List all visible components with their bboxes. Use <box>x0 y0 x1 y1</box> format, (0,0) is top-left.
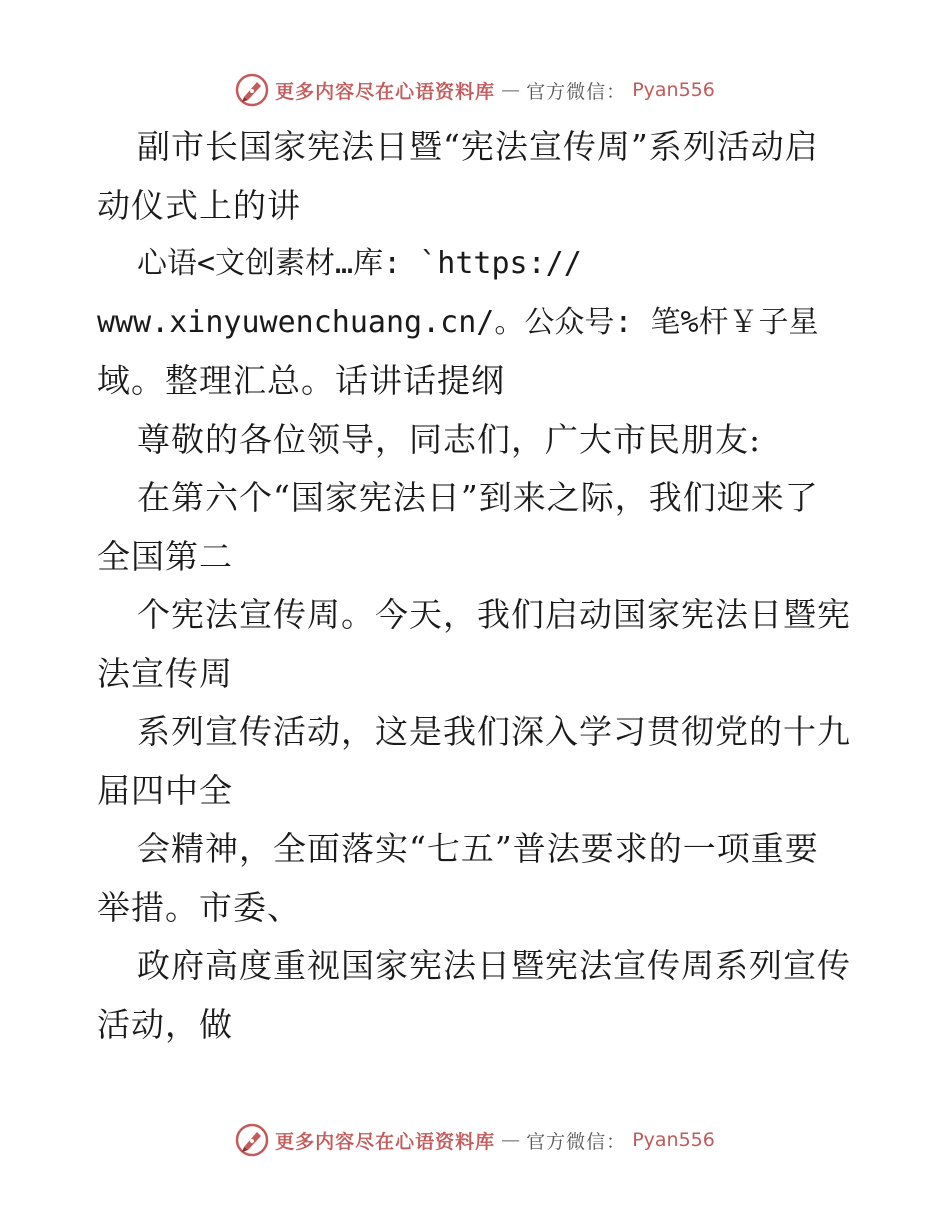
doc-line: 举措。市委、 <box>97 887 301 927</box>
doc-line: 在第六个“国家宪法日”到来之际，我们迎来了 <box>137 478 819 517</box>
doc-line: 副市长国家宪法日暨“宪法宣传周”系列活动启 <box>137 127 819 166</box>
doc-line: 动仪式上的讲 <box>97 185 301 225</box>
wechat-label: 官方微信： <box>526 1130 627 1153</box>
doc-line: 个宪法宣传周。今天，我们启动国家宪法日暨宪 <box>137 595 851 634</box>
doc-line: 届四中全 <box>97 770 233 810</box>
doc-line: 政府高度重视国家宪法日暨宪法宣传周系列宣传 <box>137 946 851 985</box>
header-banner <box>0 70 950 110</box>
doc-line: 法宣传周 <box>97 653 233 693</box>
banner-dash: — <box>501 79 521 101</box>
doc-line: 域。整理汇总。话讲话提纲 <box>97 361 505 400</box>
doc-line: 会精神，全面落实“七五”普法要求的一项重要 <box>137 829 819 868</box>
doc-line: 心语<文创素材…库: `https:// <box>137 246 582 281</box>
doc-line: 全国第二 <box>97 536 233 576</box>
wechat-id: Pyan556 <box>632 1129 715 1151</box>
pen-nib-logo-icon <box>235 73 269 107</box>
doc-line: 活动，做 <box>97 1004 233 1044</box>
banner-dash: — <box>501 1129 521 1151</box>
doc-line: www.xinyuwenchuang.cn/。公众号: 笔%杆￥子星 <box>97 304 819 340</box>
doc-line: 系列宣传活动，这是我们深入学习贯彻党的十九 <box>137 712 851 751</box>
footer-banner <box>0 1120 950 1160</box>
site-name: 更多内容尽在心语资料库 <box>275 80 496 103</box>
wechat-id: Pyan556 <box>632 79 715 101</box>
wechat-label: 官方微信： <box>526 80 627 103</box>
pen-nib-logo-icon <box>235 1123 269 1157</box>
site-name: 更多内容尽在心语资料库 <box>275 1130 496 1153</box>
document-body <box>97 118 857 1054</box>
doc-line: 尊敬的各位领导，同志们，广大市民朋友: <box>137 419 762 459</box>
